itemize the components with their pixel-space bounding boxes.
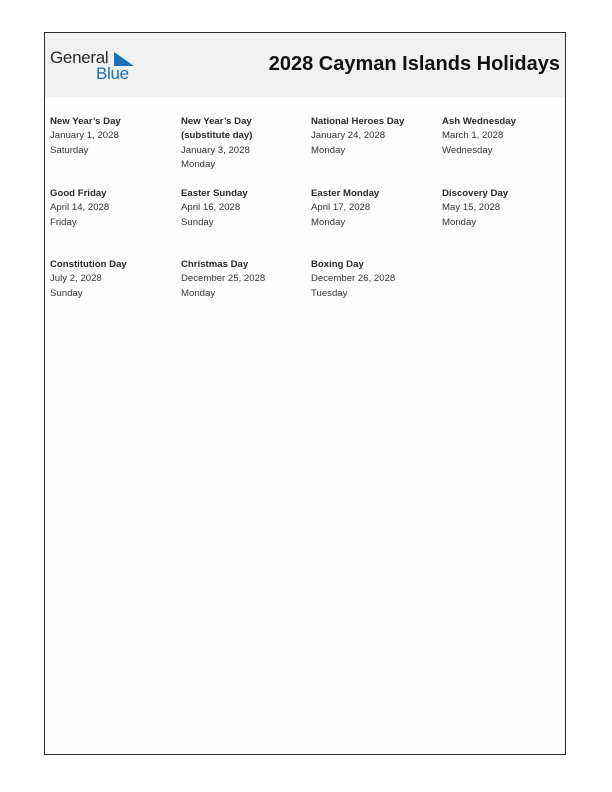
holiday-date: April 14, 2028 <box>50 202 110 214</box>
holiday-date: March 1, 2028 <box>442 130 504 142</box>
holiday-entry <box>181 187 305 230</box>
holiday-date: April 16, 2028 <box>181 202 241 214</box>
holiday-name: New Year’s Day (substitute day) <box>181 116 253 142</box>
holiday-name: Christmas Day <box>181 259 249 270</box>
holiday-entry <box>442 115 566 158</box>
holiday-weekday: Monday <box>311 216 346 228</box>
holiday-date: May 15, 2028 <box>442 202 501 214</box>
holiday-entry <box>181 115 281 172</box>
holiday-weekday: Saturday <box>50 144 89 156</box>
holiday-entry <box>50 115 174 158</box>
header-band <box>45 33 565 97</box>
holiday-weekday: Tuesday <box>311 287 348 299</box>
holiday-weekday: Monday <box>442 216 477 228</box>
holiday-name: Easter Monday <box>311 188 380 199</box>
holiday-name: Ash Wednesday <box>442 116 516 127</box>
holiday-name: Easter Sunday <box>181 188 248 199</box>
holiday-weekday: Monday <box>181 158 216 170</box>
page-frame <box>44 32 566 755</box>
holiday-name: Constitution Day <box>50 259 127 270</box>
holiday-name: National Heroes Day <box>311 116 405 127</box>
holiday-entry <box>311 115 435 158</box>
holiday-date: April 17, 2028 <box>311 202 371 214</box>
holiday-weekday: Monday <box>311 144 346 156</box>
page-title: 2028 Cayman Islands Holidays <box>268 53 560 75</box>
holiday-date: December 26, 2028 <box>311 273 396 285</box>
logo-word-general: General <box>50 48 109 67</box>
holiday-name: New Year’s Day <box>50 116 121 127</box>
holiday-weekday: Sunday <box>50 287 83 299</box>
holiday-name: Good Friday <box>50 188 107 199</box>
holiday-name: Boxing Day <box>311 259 364 270</box>
holiday-entry <box>50 258 174 301</box>
holiday-weekday: Monday <box>181 287 216 299</box>
holiday-date: January 24, 2028 <box>311 130 386 142</box>
holiday-entry <box>442 187 566 230</box>
holiday-weekday: Wednesday <box>442 144 493 156</box>
holiday-date: January 1, 2028 <box>50 130 119 142</box>
holiday-weekday: Friday <box>50 216 77 228</box>
holiday-date: July 2, 2028 <box>50 273 102 285</box>
holiday-entry <box>311 258 435 301</box>
holiday-entry <box>181 258 305 301</box>
holiday-name: Discovery Day <box>442 188 509 199</box>
holiday-date: January 3, 2028 <box>181 144 250 156</box>
holiday-weekday: Sunday <box>181 216 214 228</box>
holiday-entry <box>50 187 174 230</box>
logo-word-blue: Blue <box>96 64 129 83</box>
generalblue-logo <box>50 48 140 82</box>
holiday-entry <box>311 187 435 230</box>
holiday-date: December 25, 2028 <box>181 273 266 285</box>
